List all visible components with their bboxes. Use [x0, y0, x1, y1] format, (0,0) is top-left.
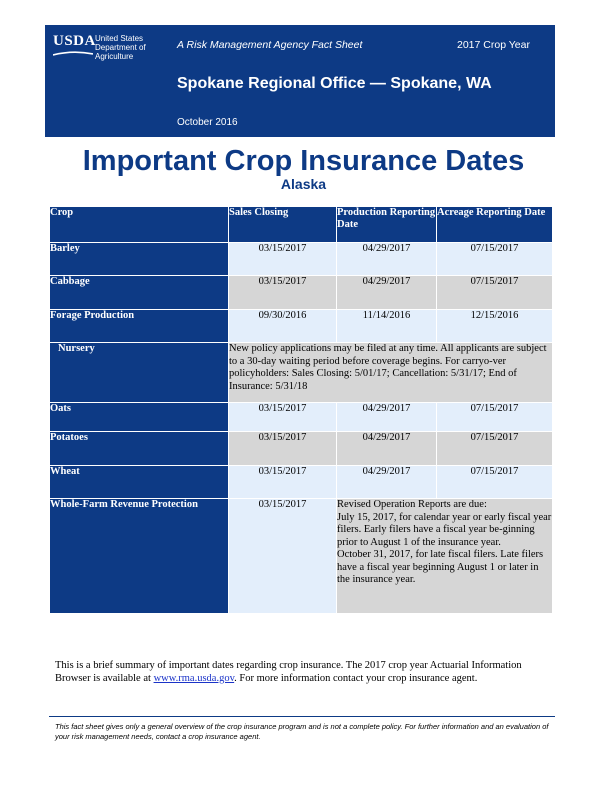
acreage-reporting-date: 12/15/2016: [437, 310, 553, 343]
nursery-note: New policy applications may be filed at any time. All applicants are subject to a 30-day waiting period before coverage begins. For carryo-ver policyholders: Sales Closing: 5/01/17; Cancellation: 5/31/17; End of Insurance: 5/31/18: [229, 343, 553, 403]
acreage-reporting-date: 07/15/2017: [437, 276, 553, 310]
column-header: Production Reporting Date: [337, 207, 437, 243]
crop-name: Barley: [50, 243, 229, 276]
rma-website-link[interactable]: www.rma.usda.gov: [153, 673, 235, 684]
sales-closing-date: 03/15/2017: [229, 432, 337, 466]
crop-name: Oats: [50, 403, 229, 432]
acreage-reporting-date: 07/15/2017: [437, 243, 553, 276]
crop-name: Whole-Farm Revenue Protection: [50, 499, 229, 614]
page-subtitle: Alaska: [280, 176, 327, 192]
crop-name: Wheat: [50, 466, 229, 499]
table-row: [50, 243, 553, 276]
sales-closing-date: 03/15/2017: [229, 243, 337, 276]
crop-name: Forage Production: [50, 310, 229, 343]
wfrp-note-line: Revised Operation Reports are due:: [337, 499, 487, 510]
disclaimer: This fact sheet gives only a general overview of the crop insurance program and is not a complete policy. For further information and an evaluation of your risk management needs, contact a crop insurance agent.: [55, 722, 549, 741]
publication-date: October 2016: [177, 117, 238, 128]
table-row: [50, 276, 553, 310]
acreage-reporting-date: 07/15/2017: [437, 432, 553, 466]
crop-year: 2017 Crop Year: [457, 39, 530, 51]
tagline: A Risk Management Agency Fact Sheet: [177, 39, 363, 51]
page-title: Important Crop Insurance Dates: [82, 145, 525, 177]
usda-swoosh-icon: [53, 51, 93, 56]
production-reporting-date: 04/29/2017: [337, 432, 437, 466]
sales-closing-date: 03/15/2017: [229, 276, 337, 310]
production-reporting-date: 04/29/2017: [337, 243, 437, 276]
column-header: Sales Closing: [229, 207, 337, 243]
footer-divider: [49, 716, 555, 717]
table-row: [50, 343, 553, 403]
production-reporting-date: 04/29/2017: [337, 403, 437, 432]
table-header-row: [50, 207, 553, 243]
sales-closing-date: 03/15/2017: [229, 499, 337, 614]
agency-name: United States Department of Agriculture: [95, 34, 146, 61]
sales-closing-date: 03/15/2017: [229, 466, 337, 499]
wfrp-note-line: July 15, 2017, for calendar year or early fiscal year filers. Early filers have a fiscal year be-ginning prior to August 1 of the insurance year.: [337, 511, 552, 548]
table-row: [50, 499, 553, 614]
summary-paragraph: This is a brief summary of important dates regarding crop insurance. The 2017 crop year Actuarial Information Browser is available at www.rma.usda.gov. For more information contact your crop insurance agent.: [55, 660, 522, 684]
sales-closing-date: 09/30/2016: [229, 310, 337, 343]
usda-logo-text: USDA: [53, 33, 96, 49]
acreage-reporting-date: 07/15/2017: [437, 403, 553, 432]
production-reporting-date: 04/29/2017: [337, 466, 437, 499]
sales-closing-date: 03/15/2017: [229, 403, 337, 432]
office-name: Spokane Regional Office — Spokane, WA: [177, 75, 492, 92]
header-banner: [45, 25, 555, 137]
table-row: [50, 466, 553, 499]
wfrp-note: [337, 499, 553, 614]
column-header: Crop: [50, 207, 229, 243]
production-reporting-date: 11/14/2016: [337, 310, 437, 343]
crop-name: Nursery: [50, 343, 229, 403]
table-row: [50, 310, 553, 343]
table-row: [50, 432, 553, 466]
crop-dates-table: [49, 206, 553, 614]
column-header: Acreage Reporting Date: [437, 207, 553, 243]
production-reporting-date: 04/29/2017: [337, 276, 437, 310]
acreage-reporting-date: 07/15/2017: [437, 466, 553, 499]
usda-logo: [53, 33, 96, 51]
crop-name: Potatoes: [50, 432, 229, 466]
table-row: [50, 403, 553, 432]
wfrp-note-line: October 31, 2017, for late fiscal filers. Late filers have a fiscal year beginning August 1 or later in the insurance year.: [337, 549, 544, 585]
crop-name: Cabbage: [50, 276, 229, 310]
